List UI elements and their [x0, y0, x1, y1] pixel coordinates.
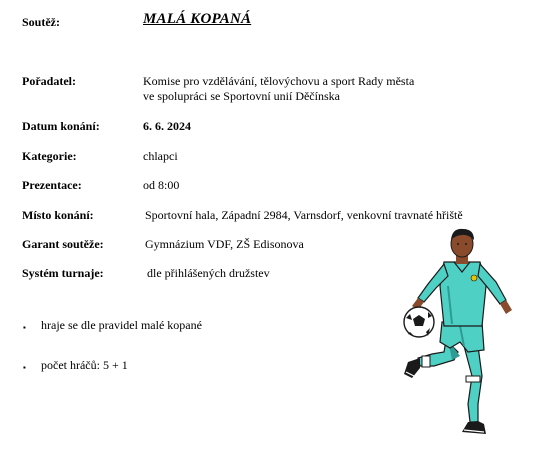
date-label: Datum konání: [22, 119, 100, 133]
organizer-line1: Komise pro vzdělávání, tělovýchovu a sport Rady města [143, 74, 415, 88]
registration-label: Prezentace: [22, 178, 82, 192]
organizer-label: Pořadatel: [22, 74, 76, 88]
rule-text: počet hráčů: 5 + 1 [41, 358, 128, 372]
guarantor-value: Gymnázium VDF, ZŠ Edisonova [145, 237, 304, 251]
football-player-illustration [398, 226, 520, 440]
organizer-line2: ve spolupráci se Sportovní unií Děčínska [143, 89, 340, 103]
bullet-icon: ▪ [23, 323, 26, 332]
venue-value: Sportovní hala, Západní 2984, Varnsdorf, venkovní travnaté hřiště [145, 208, 463, 222]
guarantor-label: Garant soutěže: [22, 237, 104, 251]
rule-text: hraje se dle pravidel malé kopané [41, 318, 202, 332]
category-value: chlapci [143, 149, 178, 163]
date-value: 6. 6. 2024 [143, 119, 191, 133]
system-value: dle přihlášených družstev [147, 266, 270, 280]
registration-value: od 8:00 [143, 178, 180, 192]
category-label: Kategorie: [22, 149, 77, 163]
competition-title: MALÁ KOPANÁ [143, 11, 252, 27]
system-label: Systém turnaje: [22, 266, 104, 280]
competition-label: Soutěž: [22, 15, 60, 29]
venue-label: Místo konání: [22, 208, 94, 222]
bullet-icon: ▪ [23, 363, 26, 372]
